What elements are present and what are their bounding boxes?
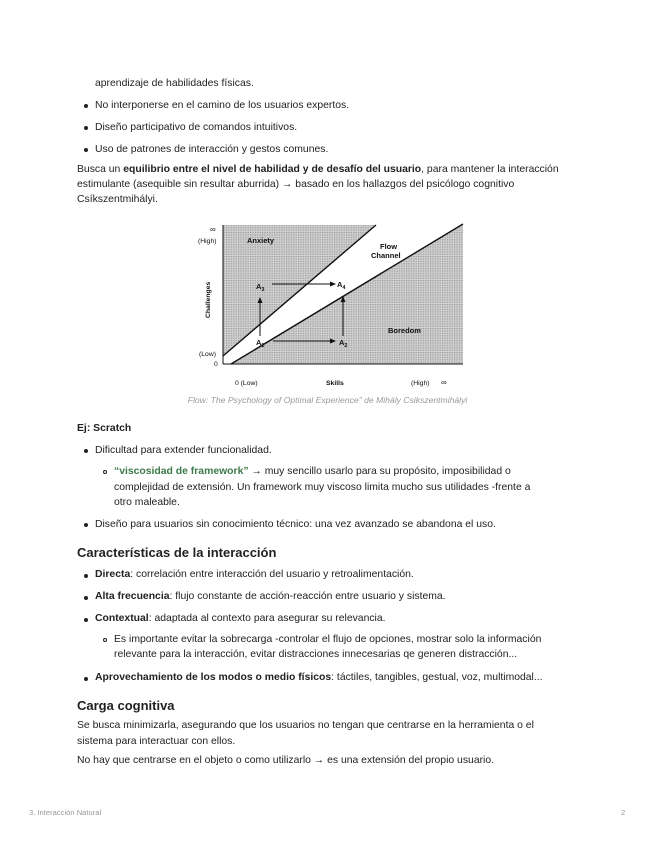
viscosity-line1: “viscosidad de framework” → muy sencillo usarlo para su propósito, imposibilidad o	[114, 466, 511, 477]
scratch-heading: Ej: Scratch	[77, 423, 132, 434]
x-high-label: (High)	[411, 380, 430, 387]
flow-label: Flow	[380, 242, 398, 251]
sub-bullet-dot	[103, 638, 107, 642]
bullet-dot	[84, 449, 88, 453]
balance-paragraph-line2: estimulante (asequible sin resultar aburrida) → basado en los hallazgos del psicólogo cognitivo	[77, 179, 515, 190]
bullet-dot	[84, 574, 88, 578]
viscosity-line3: otro maleable.	[114, 497, 180, 508]
boredom-label: Boredom	[388, 326, 421, 335]
point-a1: $A_1$	[256, 338, 265, 349]
y-high-label: (High)	[198, 238, 217, 245]
list-item: Dificultad para extender funcionalidad.	[95, 445, 272, 456]
list-item: Diseño participativo de comandos intuitivos.	[95, 122, 298, 133]
list-item: Diseño para usuarios sin conocimiento técnico: una vez avanzado se abandona el uso.	[95, 519, 496, 530]
list-item: Alta frecuencia: flujo constante de acción-reacción entre usuario y sistema.	[95, 591, 446, 602]
figure-caption: Flow: The Psychology of Optimal Experience" de Mihály Csikszentmihályi	[187, 395, 468, 405]
x-axis-title: Skills	[326, 380, 344, 387]
balance-paragraph-line1: Busca un equilibrio entre el nivel de habilidad y de desafío del usuario, para mantener la interacción	[77, 164, 559, 175]
sub-bullet-dot	[103, 470, 107, 474]
flow-diagram	[190, 220, 470, 390]
overload-line1: Es importante evitar la sobrecarga -controlar el flujo de opciones, mostrar solo la información	[114, 634, 542, 645]
anxiety-label: Anxiety	[247, 236, 275, 245]
page-number: 2	[621, 808, 626, 817]
footer-section-title: 3. Interacción Natural	[29, 808, 102, 817]
cognitive-p1-line2: sistema para interactuar con ellos.	[77, 736, 236, 747]
intro-continued: aprendizaje de habilidades físicas.	[95, 78, 254, 89]
y-infinity-label: ∞	[210, 225, 216, 234]
interaction-heading: Características de la interacción	[77, 545, 277, 560]
y-low-label: (Low)	[199, 351, 216, 358]
cognitive-heading: Carga cognitiva	[77, 698, 175, 713]
y-zero-label: 0	[214, 361, 218, 368]
cognitive-p2: No hay que centrarse en el objeto o como utilizarlo → es una extensión del propio usuario.	[77, 755, 495, 766]
list-item: No interponerse en el camino de los usuarios expertos.	[95, 100, 350, 111]
overload-line2: relevante para la interacción, evitar distracciones innecesarias qe generen distracción...	[114, 649, 518, 660]
viscosity-line2: complejidad de extensión. Un framework muy viscoso limita mucho sus utilidades -frente a	[114, 482, 531, 493]
flow-channel-label: Channel	[371, 251, 401, 260]
list-item: Aprovechamiento de los modos o medio físicos: táctiles, tangibles, gestual, voz, multimodal...	[95, 672, 543, 683]
list-item: Directa: correlación entre interacción del usuario y retroalimentación.	[95, 569, 414, 580]
bullet-dot	[84, 677, 88, 681]
x-infinity-label: ∞	[441, 378, 447, 387]
bullet-dot	[84, 523, 88, 527]
point-a4: $A_4$	[337, 280, 346, 291]
balance-paragraph-line3: Csíkszentmihályi.	[77, 194, 158, 205]
bullet-dot	[84, 596, 88, 600]
list-item: Contextual: adaptada al contexto para asegurar su relevancia.	[95, 613, 386, 624]
cognitive-p1-line1: Se busca minimizarla, asegurando que los usuarios no tengan que centrarse en la herramienta o el	[77, 720, 534, 731]
point-a3: $A_3$	[256, 282, 265, 293]
bullet-dot	[84, 618, 88, 622]
bullet-dot	[84, 126, 88, 130]
bullet-dot	[84, 148, 88, 152]
x-low-label: 0 (Low)	[235, 380, 258, 387]
list-item: Uso de patrones de interacción y gestos comunes.	[95, 144, 329, 155]
point-a2: $A_2$	[339, 338, 348, 349]
y-axis-title: Challenges	[205, 281, 212, 318]
bullet-dot	[84, 104, 88, 108]
